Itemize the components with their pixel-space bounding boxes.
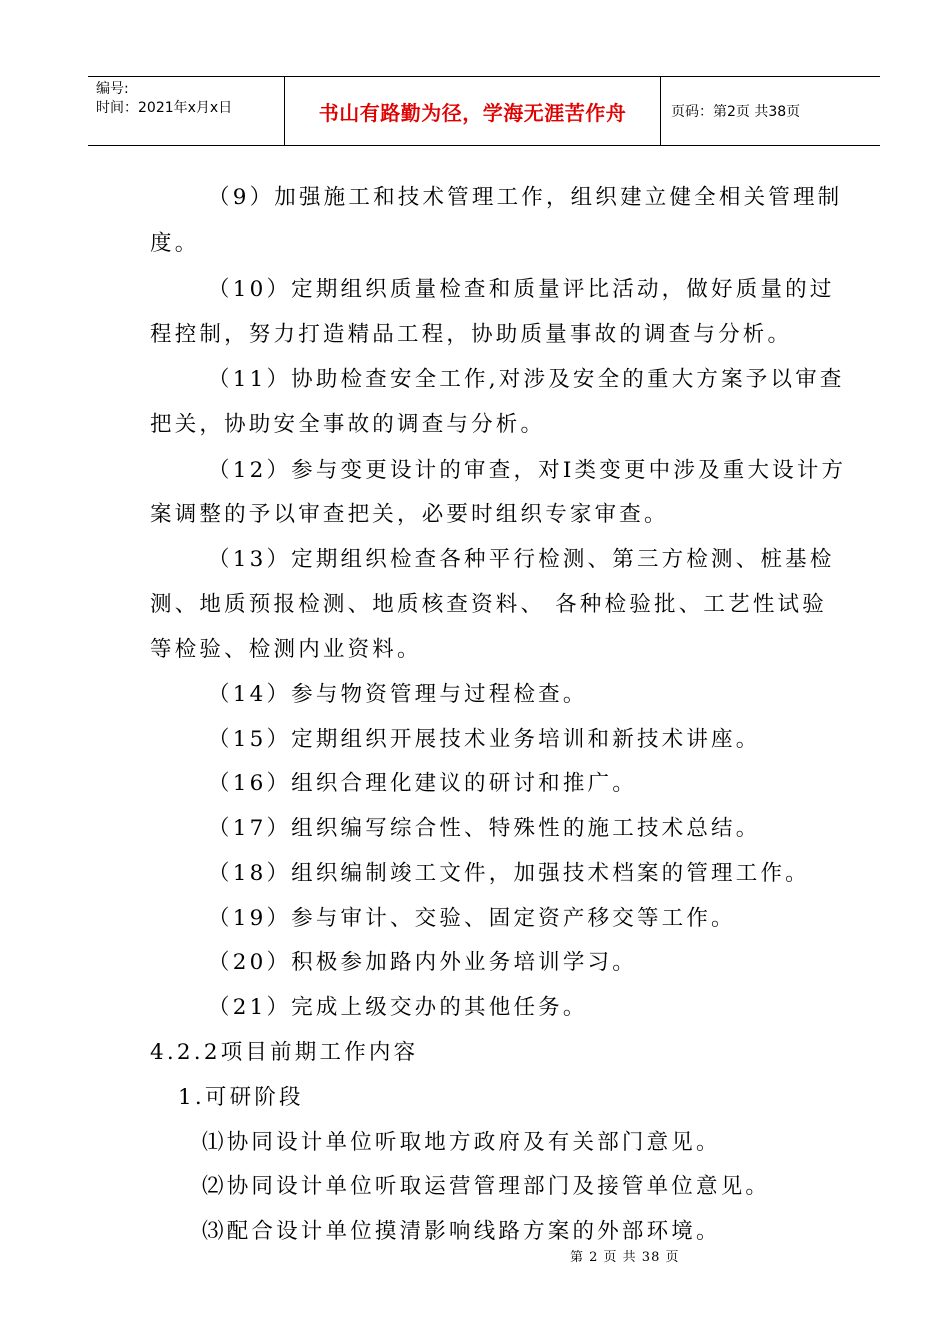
- paragraph-10-line-2: 程控制，努力打造精品工程，协助质量事故的调查与分析。: [150, 322, 793, 347]
- document-time-label: 时间：2021年x月x日: [96, 100, 233, 116]
- paragraph-13-line-1: （13）定期组织检查各种平行检测、第三方检测、桩基检: [208, 547, 835, 572]
- paragraph-11-line-1: （11）协助检查安全工作,对涉及安全的重大方案予以审查: [208, 367, 845, 392]
- paragraph-10-line-1: （10）定期组织质量检查和质量评比活动，做好质量的过: [208, 277, 835, 302]
- section-heading-4-2-2: 4.2.2项目前期工作内容: [150, 1040, 419, 1065]
- paragraph-14: （14）参与物资管理与过程检查。: [208, 682, 588, 707]
- list-item-2: ⑵协同设计单位听取运营管理部门及接管单位意见。: [202, 1174, 771, 1199]
- paragraph-11-line-2: 把关，协助安全事故的调查与分析。: [150, 412, 546, 437]
- header-page-info: 页码：第2页 共38页: [671, 104, 801, 120]
- paragraph-19: （19）参与审计、交验、固定资产移交等工作。: [208, 906, 736, 931]
- paragraph-18: （18）组织编制竣工文件，加强技术档案的管理工作。: [208, 861, 810, 886]
- header-motto: 书山有路勤为径，学海无涯苦作舟: [285, 77, 661, 145]
- page-header: [88, 76, 880, 146]
- paragraph-13-line-2: 测、地质预报检测、地质核查资料、 各种检验批、工艺性试验: [150, 592, 827, 617]
- paragraph-15: （15）定期组织开展技术业务培训和新技术讲座。: [208, 727, 761, 752]
- paragraph-12-line-2: 案调整的予以审查把关，必要时组织专家审查。: [150, 502, 669, 527]
- paragraph-12-line-1: （12）参与变更设计的审查，对Ⅰ类变更中涉及重大设计方: [208, 458, 847, 483]
- paragraph-9-line-1: （9）加强施工和技术管理工作，组织建立健全相关管理制: [208, 185, 843, 210]
- paragraph-9-line-2: 度。: [150, 231, 200, 256]
- header-meta: [88, 77, 285, 145]
- paragraph-21: （21）完成上级交办的其他任务。: [208, 995, 588, 1020]
- subsection-heading-feasibility: 1.可研阶段: [178, 1085, 304, 1110]
- paragraph-17: （17）组织编写综合性、特殊性的施工技术总结。: [208, 816, 761, 841]
- paragraph-13-line-3: 等检验、检测内业资料。: [150, 637, 422, 662]
- paragraph-20: （20）积极参加路内外业务培训学习。: [208, 950, 637, 975]
- page-footer: 第 2 页 共 38 页: [570, 1250, 680, 1265]
- paragraph-16: （16）组织合理化建议的研讨和推广。: [208, 771, 637, 796]
- list-item-3: ⑶配合设计单位摸清影响线路方案的外部环境。: [202, 1219, 721, 1244]
- document-number-label: 编号:: [96, 81, 129, 97]
- list-item-1: ⑴协同设计单位听取地方政府及有关部门意见。: [202, 1130, 721, 1155]
